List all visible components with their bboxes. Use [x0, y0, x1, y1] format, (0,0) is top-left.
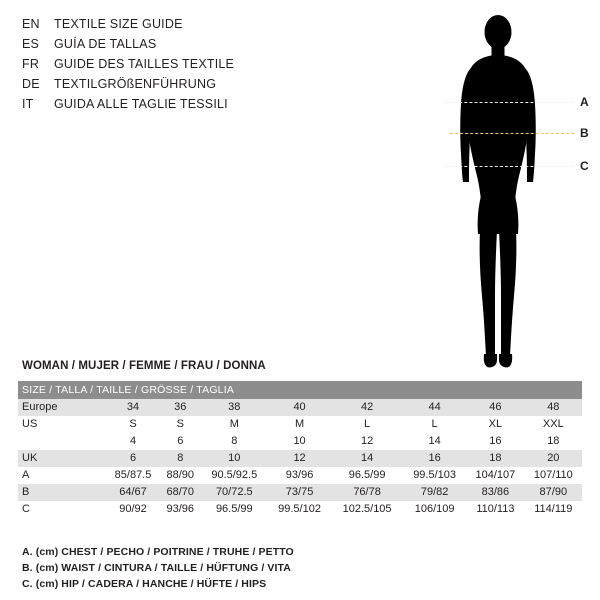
language-row — [22, 34, 322, 54]
language-code: EN — [22, 17, 40, 31]
cell: 104/107 — [466, 467, 525, 484]
cell: 90/92 — [106, 501, 160, 518]
language-title: GUIDE DES TAILLES TEXTILE — [54, 57, 235, 71]
cell: 70/72.5 — [201, 484, 269, 501]
note-waist: B. (cm) WAIST / CINTURA / TAILLE / HÜFTUNG / VITA — [22, 562, 291, 574]
table-row — [18, 399, 582, 416]
size-table — [18, 381, 582, 518]
cell: 42 — [331, 399, 403, 416]
row-label: UK — [18, 450, 106, 467]
measure-label-b: B — [580, 126, 589, 140]
cell: 40 — [268, 399, 331, 416]
cell: 12 — [268, 450, 331, 467]
cell: 16 — [403, 450, 466, 467]
cell: 79/82 — [403, 484, 466, 501]
cell: 18 — [525, 433, 582, 450]
language-code: DE — [22, 77, 40, 91]
cell: 93/96 — [160, 501, 201, 518]
cell: 46 — [466, 399, 525, 416]
row-label: C — [18, 501, 106, 518]
cell: 87/90 — [525, 484, 582, 501]
cell: L — [403, 416, 466, 433]
cell: 107/110 — [525, 467, 582, 484]
cell: 6 — [106, 450, 160, 467]
language-row — [22, 14, 322, 34]
cell: 88/90 — [160, 467, 201, 484]
cell: 18 — [466, 450, 525, 467]
cell: 8 — [160, 450, 201, 467]
measure-line-chest — [444, 102, 574, 103]
cell: 10 — [201, 450, 269, 467]
language-code: IT — [22, 97, 34, 111]
cell: 12 — [331, 433, 403, 450]
language-title: GUÍA DE TALLAS — [54, 37, 157, 51]
note-chest: A. (cm) CHEST / PECHO / POITRINE / TRUHE / PETTO — [22, 546, 294, 558]
cell: 73/75 — [268, 484, 331, 501]
cell: 8 — [201, 433, 269, 450]
cell: 48 — [525, 399, 582, 416]
language-row — [22, 54, 322, 74]
table-row — [18, 484, 582, 501]
cell: 102.5/105 — [331, 501, 403, 518]
row-label — [18, 433, 106, 450]
cell: 76/78 — [331, 484, 403, 501]
cell: XL — [466, 416, 525, 433]
language-title: TEXTILE SIZE GUIDE — [54, 17, 183, 31]
cell: 96.5/99 — [331, 467, 403, 484]
cell: 4 — [106, 433, 160, 450]
table-row — [18, 416, 582, 433]
table-header-row — [18, 381, 582, 399]
cell: M — [201, 416, 269, 433]
cell: 38 — [201, 399, 269, 416]
cell: 83/86 — [466, 484, 525, 501]
cell: 44 — [403, 399, 466, 416]
cell: 64/67 — [106, 484, 160, 501]
table-row — [18, 501, 582, 518]
table-row — [18, 450, 582, 467]
cell: 99.5/102 — [268, 501, 331, 518]
table-header-label: SIZE / TALLA / TAILLE / GRÖSSE / TAGLIA — [18, 381, 582, 399]
measure-label-c: C — [580, 159, 589, 173]
language-title: TEXTILGRÖßENFÜHRUNG — [54, 77, 217, 91]
cell: 96.5/99 — [201, 501, 269, 518]
measure-line-waist — [450, 133, 574, 134]
cell: 114/119 — [525, 501, 582, 518]
cell: 10 — [268, 433, 331, 450]
cell: 90.5/92.5 — [201, 467, 269, 484]
cell: 6 — [160, 433, 201, 450]
table-row — [18, 467, 582, 484]
cell: 85/87.5 — [106, 467, 160, 484]
note-hip: C. (cm) HIP / CADERA / HANCHE / HÜFTE / HIPS — [22, 578, 267, 590]
language-row — [22, 74, 322, 94]
female-silhouette-icon — [428, 8, 568, 376]
cell: 93/96 — [268, 467, 331, 484]
measure-label-a: A — [580, 95, 589, 109]
table-row — [18, 433, 582, 450]
language-code: FR — [22, 57, 40, 71]
cell: M — [268, 416, 331, 433]
cell: 16 — [466, 433, 525, 450]
measure-line-hip — [444, 166, 574, 167]
cell: 14 — [403, 433, 466, 450]
cell: 36 — [160, 399, 201, 416]
cell: 14 — [331, 450, 403, 467]
cell: XXL — [525, 416, 582, 433]
cell: L — [331, 416, 403, 433]
language-code: ES — [22, 37, 40, 51]
row-label: B — [18, 484, 106, 501]
cell: 106/109 — [403, 501, 466, 518]
figure-area — [400, 8, 600, 378]
woman-section-heading: WOMAN / MUJER / FEMME / FRAU / DONNA — [22, 360, 266, 372]
cell: S — [106, 416, 160, 433]
cell: 110/113 — [466, 501, 525, 518]
row-label: Europe — [18, 399, 106, 416]
cell: 68/70 — [160, 484, 201, 501]
measurement-notes — [22, 544, 442, 592]
row-label: US — [18, 416, 106, 433]
row-label: A — [18, 467, 106, 484]
cell: 34 — [106, 399, 160, 416]
language-row — [22, 94, 322, 114]
language-title: GUIDA ALLE TAGLIE TESSILI — [54, 97, 228, 111]
cell: 20 — [525, 450, 582, 467]
size-table-wrapper — [18, 381, 582, 518]
cell: S — [160, 416, 201, 433]
language-title-block — [22, 14, 322, 114]
cell: 99.5/103 — [403, 467, 466, 484]
